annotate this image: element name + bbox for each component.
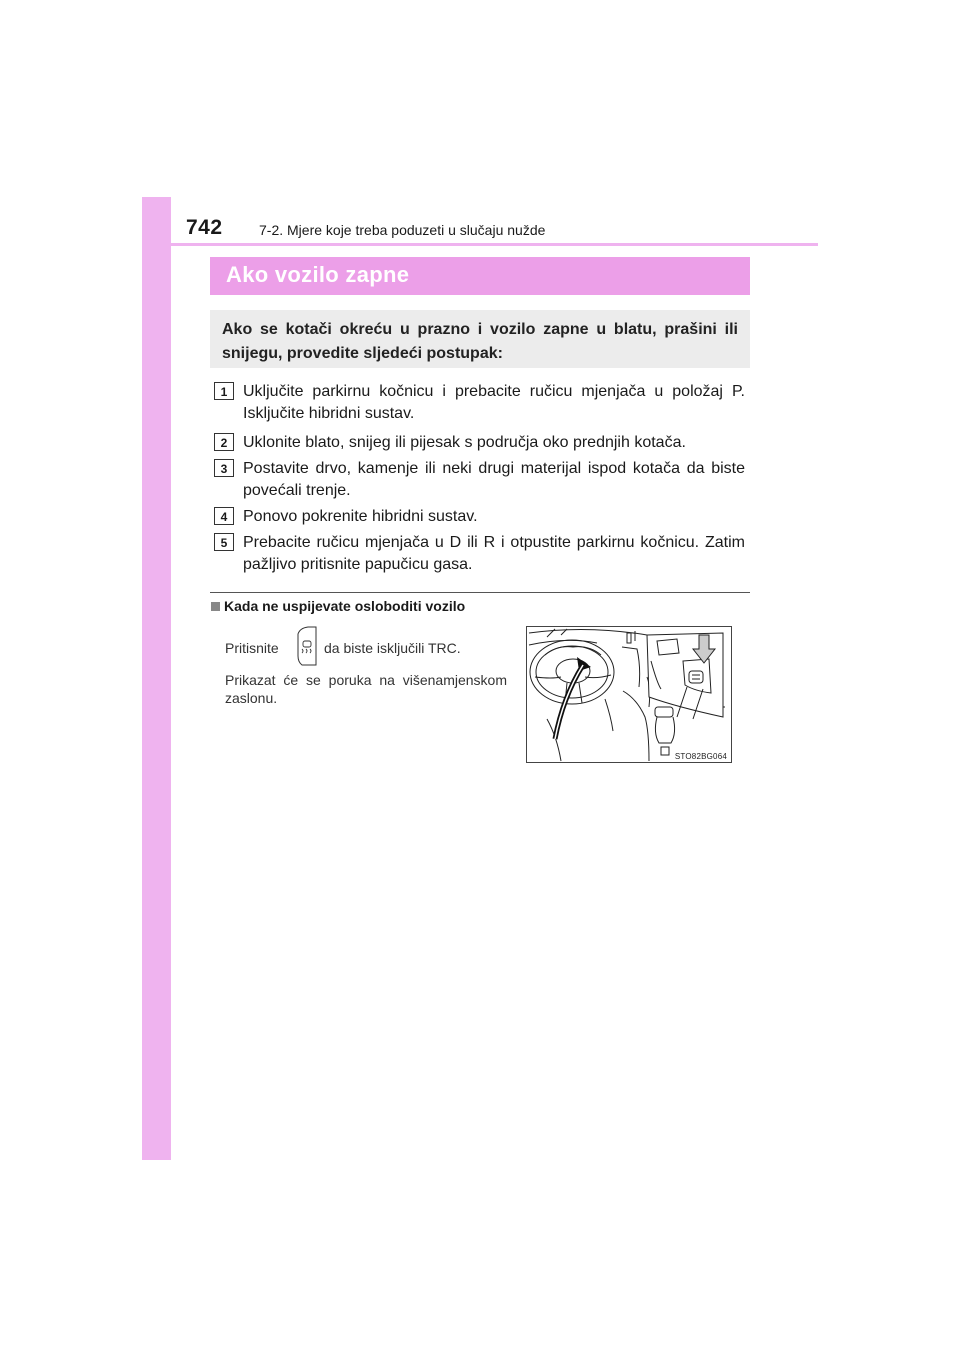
step-4-number: 4	[214, 507, 234, 525]
page-number: 742	[186, 216, 223, 239]
step-3-text: Postavite drvo, kamenje ili neki drugi materijal ispod kotača da biste povećali trenje.	[243, 460, 745, 499]
step-5-number: 5	[214, 533, 234, 551]
cockpit-drawing	[527, 627, 731, 762]
step-1-number: 1	[214, 382, 234, 400]
display-message-note: Prikazat će se poruka na višenamjenskom zaslonu.	[225, 672, 507, 706]
topic-heading: Ako vozilo zapne	[226, 262, 410, 287]
header-rule	[142, 243, 818, 246]
step-3-number: 3	[214, 459, 234, 477]
step-2-text: Uklonite blato, snijeg ili pijesak s područja oko prednjih kotača.	[243, 434, 686, 451]
topic-heading-bar	[210, 257, 750, 295]
intro-box	[210, 310, 750, 368]
trc-instruction-after: da biste isključili TRC.	[324, 640, 461, 656]
intro-text: Ako se kotači okreću u prazno i vozilo zapne u blatu, prašini ili snijegu, provedite sljedeći postupak:	[222, 321, 738, 362]
trc-off-switch-icon	[296, 626, 318, 666]
step-2-number: 2	[214, 433, 234, 451]
figure-code: STO82BG064	[674, 752, 727, 761]
subsection-heading: Kada ne uspijevate osloboditi vozilo	[224, 598, 466, 614]
section-title: 7-2. Mjere koje treba poduzeti u slučaju nužde	[259, 222, 546, 238]
step-4-text: Ponovo pokrenite hibridni sustav.	[243, 508, 478, 525]
trc-switch-illustration	[526, 626, 732, 763]
section-divider	[210, 592, 750, 593]
trc-instruction-before: Pritisnite	[225, 640, 279, 656]
square-bullet-icon	[211, 602, 220, 611]
step-1-text: Uključite parkirnu kočnicu i prebacite ručicu mjenjača u položaj P. Isključite hibridni sustav.	[243, 383, 745, 422]
side-margin-band	[142, 197, 171, 1160]
step-5-text: Prebacite ručicu mjenjača u D ili R i otpustite parkirnu kočnicu. Zatim pažljivo pritisnite papučicu gasa.	[243, 534, 745, 573]
